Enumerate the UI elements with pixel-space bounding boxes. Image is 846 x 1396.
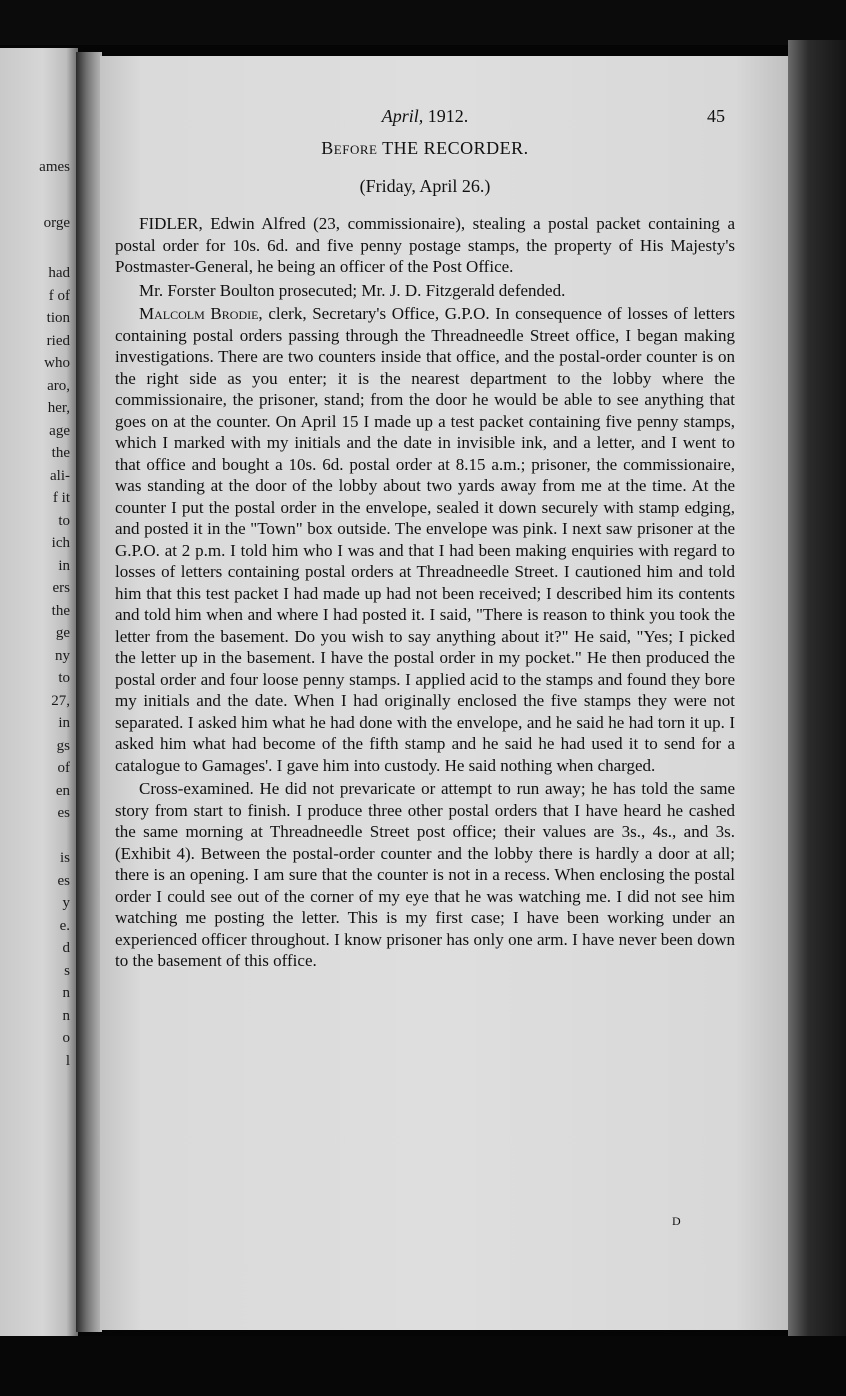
- facing-page-fragment: e.: [59, 917, 70, 934]
- sitting-date: (Friday, April 26.): [359, 175, 491, 196]
- session-prefix: Before: [321, 138, 378, 158]
- facing-page-fragment: her,: [47, 400, 70, 416]
- scan-bottom-border: [0, 1336, 846, 1396]
- facing-page-fragment: ali-: [50, 467, 70, 484]
- facing-page-fragment: is: [59, 850, 70, 866]
- book-gutter: [76, 52, 102, 1332]
- facing-page-fragment: of: [57, 760, 70, 776]
- facing-page-fragment: n: [62, 1007, 70, 1024]
- facing-page-fragment: o: [62, 1030, 70, 1046]
- header-date: [115, 106, 735, 128]
- session-heading: [115, 138, 735, 160]
- facing-page-fragment: s: [64, 962, 70, 979]
- paragraph-counsel: Mr. Forster Boulton prosecuted; Mr. J. D. Fitzgerald defended.: [139, 280, 566, 300]
- facing-page-fragment: en: [55, 782, 70, 799]
- facing-page-fragment: gs: [56, 737, 70, 754]
- facing-page-fragment: the: [51, 602, 70, 619]
- facing-page-fragment: y: [62, 895, 70, 911]
- facing-page-fragment: 27,: [51, 692, 70, 709]
- facing-page-fragment: ers: [52, 580, 70, 596]
- header-year: 1912.: [427, 106, 469, 126]
- paragraph-indictment: FIDLER, Edwin Alfred (23, commissionaire), stealing a postal packet containing a postal order for 10s. 6d. and five penny postage stamps, the property of His Majesty's Postmaster-General, he being an officer of the Post Office.: [115, 214, 735, 276]
- facing-page-fragment: d: [62, 940, 70, 956]
- facing-page-fragment: to: [58, 512, 70, 529]
- facing-page-fragment: age: [49, 422, 70, 439]
- facing-page-edge: [0, 48, 78, 1338]
- scan-right-border: [788, 40, 846, 1340]
- facing-page-fragment: ich: [51, 535, 70, 551]
- facing-page-fragment: l: [65, 1052, 70, 1069]
- facing-page-fragment: es: [57, 872, 70, 889]
- running-head: [115, 106, 735, 136]
- facing-page-fragment: the: [51, 445, 70, 461]
- facing-page-fragment: n: [62, 985, 70, 1001]
- witness-testimony: clerk, Secretary's Office, G.P.O. In consequence of losses of letters containing postal orders passing through the Threadneedle Street office, I began making investigations. There are two counters inside that office, and the postal-order counter is on the right side as you enter; it is the nearest department to the lobby where the commissionaire, the prisoner, stand; from the door he would be able to see anything that goes on at the counter. On April 15 I made up a test packet containing five penny stamps, which I marked with my initials and the date in invisible ink, and a letter, and I went to that office and bought a 10s. 6d. postal order at 8.15 a.m.; prisoner, the commissionaire, was standing at the door of the lobby about two yards away from me at the time. At the counter I put the postal order in the envelope, sealed it down securely with stamp edging, and posted it in the "Town" box outside. The envelope was pink. I next saw prisoner at the G.P.O. at 2 p.m. I told him who I was and that I had been making enquiries with regard to losses of letters containing postal orders at Threadneedle Street. I cautioned him and told him that this test packet I had made up had not been received; I described him its contents and told him when and where I had posted it. I said, "There is reason to think you took the letter from the basement. Do you wish to say anything about it?" He said, "Yes; I picked the letter up in the basement. I have the postal order in my pocket." He then produced the postal order and four loose penny stamps. I applied acid to the stamps and found they bore my initials and the date. When I had originally enclosed the five stamps they were not separated. I asked him what he had done with the envelope, and he said he had torn it up. I asked him what had become of the fifth stamp and he said he had used it to send for a catalogue to Gamages'. I gave him into custody. He said nothing when charged.: [115, 304, 735, 775]
- facing-page-fragment: orge: [43, 215, 70, 231]
- facing-page-fragment: to: [58, 670, 70, 686]
- facing-page-fragment: ge: [55, 625, 70, 641]
- page-number: 45: [707, 106, 725, 126]
- header-month: April,: [381, 106, 424, 126]
- facing-page-fragment: es: [57, 805, 70, 821]
- facing-page-fragment: tion: [46, 310, 70, 326]
- facing-page-fragment: f of: [48, 287, 70, 304]
- facing-page-fragment: in: [58, 715, 70, 731]
- page-content: [115, 106, 735, 974]
- facing-page-fragment: who: [44, 355, 70, 371]
- scan-top-border: [0, 0, 846, 45]
- facing-page-fragment: f it: [52, 490, 70, 506]
- paragraph-witness-brodie: [115, 303, 735, 776]
- signature-mark: D: [672, 1214, 681, 1228]
- facing-page-fragment: had: [48, 265, 70, 281]
- body-text: [115, 213, 735, 972]
- facing-page-fragment: ames: [39, 159, 70, 175]
- facing-page-fragment: aro,: [47, 377, 70, 394]
- session-title: THE RECORDER.: [382, 138, 529, 158]
- witness-name: Malcolm Brodie,: [139, 304, 263, 323]
- facing-page-fragment: ried: [46, 332, 70, 349]
- facing-page-fragment: in: [58, 557, 70, 574]
- facing-page-fragment: ny: [55, 647, 70, 664]
- paragraph-cross-examination: Cross-examined. He did not prevaricate or attempt to run away; he has told the same story from start to finish. I produce three other postal orders that I have heard he cashed the same morning at Threadneedle Street post office; their values are 3s., 4s., and 3s. (Exhibit 4). Between the postal-order counter and the lobby there is hardly a door at all; there is an opening. I am sure that the counter is not in a recess. When enclosing the postal order I could see out of the corner of my eye that he was watching me. I did not see him watching me posting the letter. This is my first case; I have been working under an experienced officer throughout. I know prisoner has only one arm. I have never been down to the basement of this office.: [115, 779, 735, 970]
